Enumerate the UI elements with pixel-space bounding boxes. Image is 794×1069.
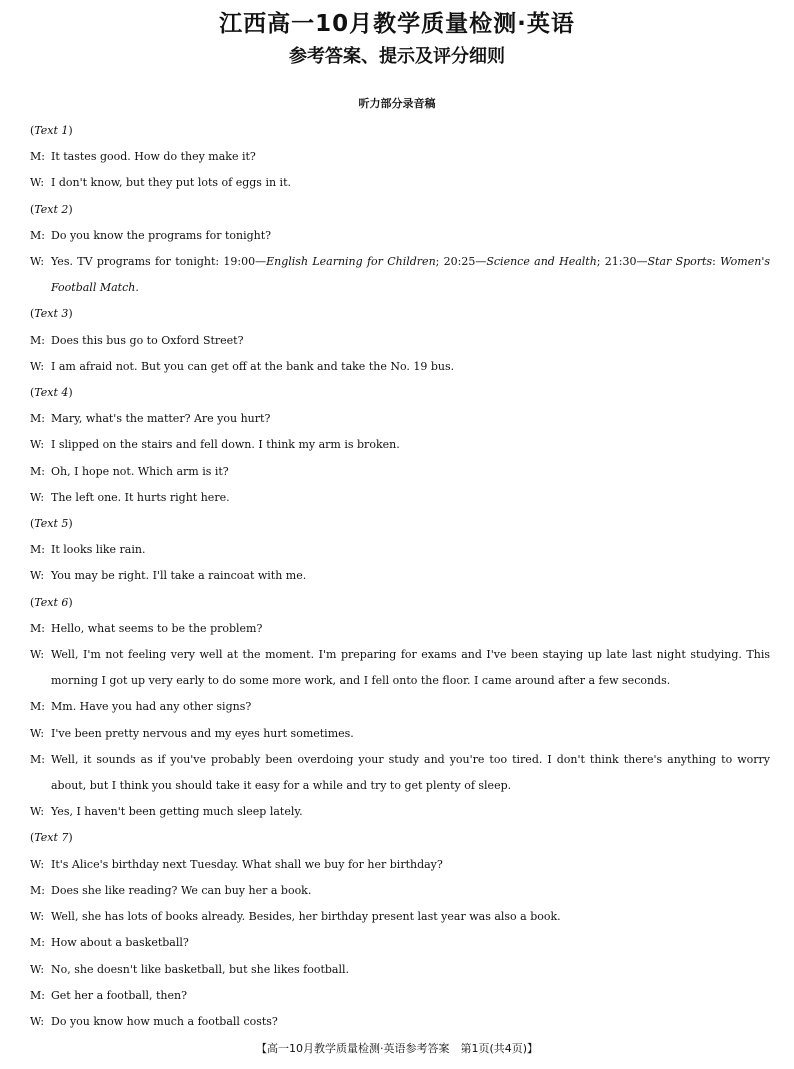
speaker-label: M: <box>30 621 45 635</box>
speaker-label: W: <box>30 359 45 373</box>
speaker-label: W: <box>30 910 45 924</box>
dialogue-line <box>30 223 770 249</box>
document-title: 江西高一10月教学质量检测·英语 <box>219 11 575 37</box>
dialogue-text: No, she doesn't like basketball, but she likes football. <box>51 962 349 976</box>
text-label-name: Text 7 <box>34 831 69 845</box>
speaker-label: M: <box>30 988 45 1002</box>
text-label-name: Text 5 <box>34 517 69 531</box>
speaker-label: M: <box>30 333 45 347</box>
text-label-close: ) <box>68 386 73 400</box>
page-footer: 【高一10月教学质量检测·英语参考答案 第1页(共4页)】 <box>255 1042 539 1055</box>
program-separator: ; 20:25— <box>435 255 487 269</box>
dialogue-line <box>30 354 770 380</box>
text-label-close: ) <box>68 202 73 216</box>
dialogue-text: I am afraid not. But you can get off at the bank and take the No. 19 bus. <box>51 359 455 373</box>
section-heading: 听力部分录音稿 <box>358 97 436 110</box>
speaker-label: W: <box>30 857 45 871</box>
dialogue-text: Get her a football, then? <box>51 988 187 1002</box>
dialogue-line <box>30 904 770 930</box>
program-intro: Yes. TV programs for tonight: 19:00— <box>51 255 267 269</box>
text-label-open: ( <box>30 831 35 845</box>
dialogue-line <box>30 328 770 354</box>
dialogue-line <box>30 957 770 983</box>
text-label-open: ( <box>30 307 35 321</box>
dialogue-text: I've been pretty nervous and my eyes hurt sometimes. <box>51 726 354 740</box>
speaker-label: M: <box>30 150 45 164</box>
speaker-label: M: <box>30 700 45 714</box>
dialogue-text: Does this bus go to Oxford Street? <box>51 333 244 347</box>
speaker-label: W: <box>30 726 45 740</box>
speaker-label: W: <box>30 648 45 662</box>
text-label-open: ( <box>30 517 35 531</box>
dialogue-line <box>30 537 770 563</box>
dialogue-text: Mary, what's the matter? Are you hurt? <box>51 412 271 426</box>
dialogue-text: The left one. It hurts right here. <box>51 490 230 504</box>
text-label-close: ) <box>68 831 73 845</box>
speaker-label: M: <box>30 883 45 897</box>
speaker-label: M: <box>30 412 45 426</box>
program-separator: : <box>712 255 716 269</box>
dialogue-text: Do you know the programs for tonight? <box>51 228 272 242</box>
text-label <box>30 301 770 327</box>
speaker-label: M: <box>30 464 45 478</box>
dialogue-text: You may be right. I'll take a raincoat with me. <box>51 569 307 583</box>
speaker-label: W: <box>30 805 45 819</box>
dialogue-line <box>30 485 770 511</box>
speaker-label: W: <box>30 176 45 190</box>
dialogue-text: Hello, what seems to be the problem? <box>51 621 263 635</box>
text-label <box>30 825 770 851</box>
speaker-label: M: <box>30 228 45 242</box>
program-title: English Learning for Children <box>266 255 436 269</box>
dialogue-line <box>30 406 770 432</box>
dialogue-text: I don't know, but they put lots of eggs in it. <box>51 176 291 190</box>
program-title: Star Sports <box>647 255 713 269</box>
text-label <box>30 197 770 223</box>
dialogue-text <box>51 249 770 301</box>
speaker-label: W: <box>30 962 45 976</box>
text-label-open: ( <box>30 595 35 609</box>
dialogue-text: Well, she has lots of books already. Besides, her birthday present last year was also a book. <box>51 910 561 924</box>
dialogue-line <box>30 249 770 301</box>
program-separator: ; 21:30— <box>596 255 648 269</box>
text-label-name: Text 1 <box>34 124 69 137</box>
program-end: . <box>135 281 139 295</box>
dialogue-line <box>30 799 770 825</box>
dialogue-line <box>30 432 770 458</box>
text-label <box>30 511 770 537</box>
listening-transcript <box>30 118 770 1035</box>
program-title: Women's Football Match <box>51 255 770 295</box>
dialogue-line <box>30 616 770 642</box>
dialogue-text: It looks like rain. <box>51 543 146 557</box>
text-label-name: Text 6 <box>34 595 69 609</box>
dialogue-line <box>30 694 770 720</box>
speaker-label: W: <box>30 569 45 583</box>
dialogue-line <box>30 721 770 747</box>
speaker-label: W: <box>30 1014 45 1028</box>
dialogue-line <box>30 170 770 196</box>
dialogue-line <box>30 983 770 1009</box>
speaker-label: M: <box>30 936 45 950</box>
dialogue-line <box>30 1009 770 1035</box>
dialogue-line <box>30 459 770 485</box>
document-subtitle: 参考答案、提示及评分细则 <box>289 46 505 67</box>
speaker-label: W: <box>30 438 45 452</box>
text-label-close: ) <box>68 307 73 321</box>
dialogue-text: Yes, I haven't been getting much sleep lately. <box>51 805 303 819</box>
text-label-close: ) <box>68 517 73 531</box>
dialogue-line <box>30 642 770 694</box>
dialogue-text: It tastes good. How do they make it? <box>51 150 256 164</box>
text-label-open: ( <box>30 124 35 137</box>
text-label-name: Text 3 <box>34 307 69 321</box>
speaker-label: W: <box>30 255 45 269</box>
dialogue-text: It's Alice's birthday next Tuesday. What shall we buy for her birthday? <box>51 857 443 871</box>
text-label-close: ) <box>68 124 73 137</box>
dialogue-text: Do you know how much a football costs? <box>51 1014 278 1028</box>
speaker-label: M: <box>30 752 45 766</box>
dialogue-line <box>30 930 770 956</box>
dialogue-line <box>30 563 770 589</box>
dialogue-text: Does she like reading? We can buy her a book. <box>51 883 312 897</box>
text-label-open: ( <box>30 202 35 216</box>
text-label <box>30 590 770 616</box>
dialogue-text: I slipped on the stairs and fell down. I think my arm is broken. <box>51 438 400 452</box>
text-label <box>30 118 770 144</box>
dialogue-line <box>30 747 770 799</box>
dialogue-text: Oh, I hope not. Which arm is it? <box>51 464 229 478</box>
text-label-name: Text 4 <box>34 386 69 400</box>
text-label-name: Text 2 <box>34 202 69 216</box>
text-label <box>30 380 770 406</box>
dialogue-text: Well, it sounds as if you've probably been overdoing your study and you're too tired. I don't think there's anything to worry about, but I think you should take it easy for a while and try to get plenty of sleep. <box>51 752 770 793</box>
dialogue-text: Well, I'm not feeling very well at the moment. I'm preparing for exams and I've been staying up late last night studying. This morning I got up very early to do some more work, and I fell onto the floor. I came around after a few seconds. <box>51 648 770 688</box>
dialogue-line <box>30 852 770 878</box>
dialogue-text: Mm. Have you had any other signs? <box>51 700 252 714</box>
dialogue-line <box>30 144 770 170</box>
dialogue-line <box>30 878 770 904</box>
text-label-close: ) <box>68 595 73 609</box>
program-title: Science and Health <box>486 255 597 269</box>
dialogue-text: How about a basketball? <box>51 936 189 950</box>
speaker-label: W: <box>30 490 45 504</box>
text-label-open: ( <box>30 386 35 400</box>
speaker-label: M: <box>30 543 45 557</box>
